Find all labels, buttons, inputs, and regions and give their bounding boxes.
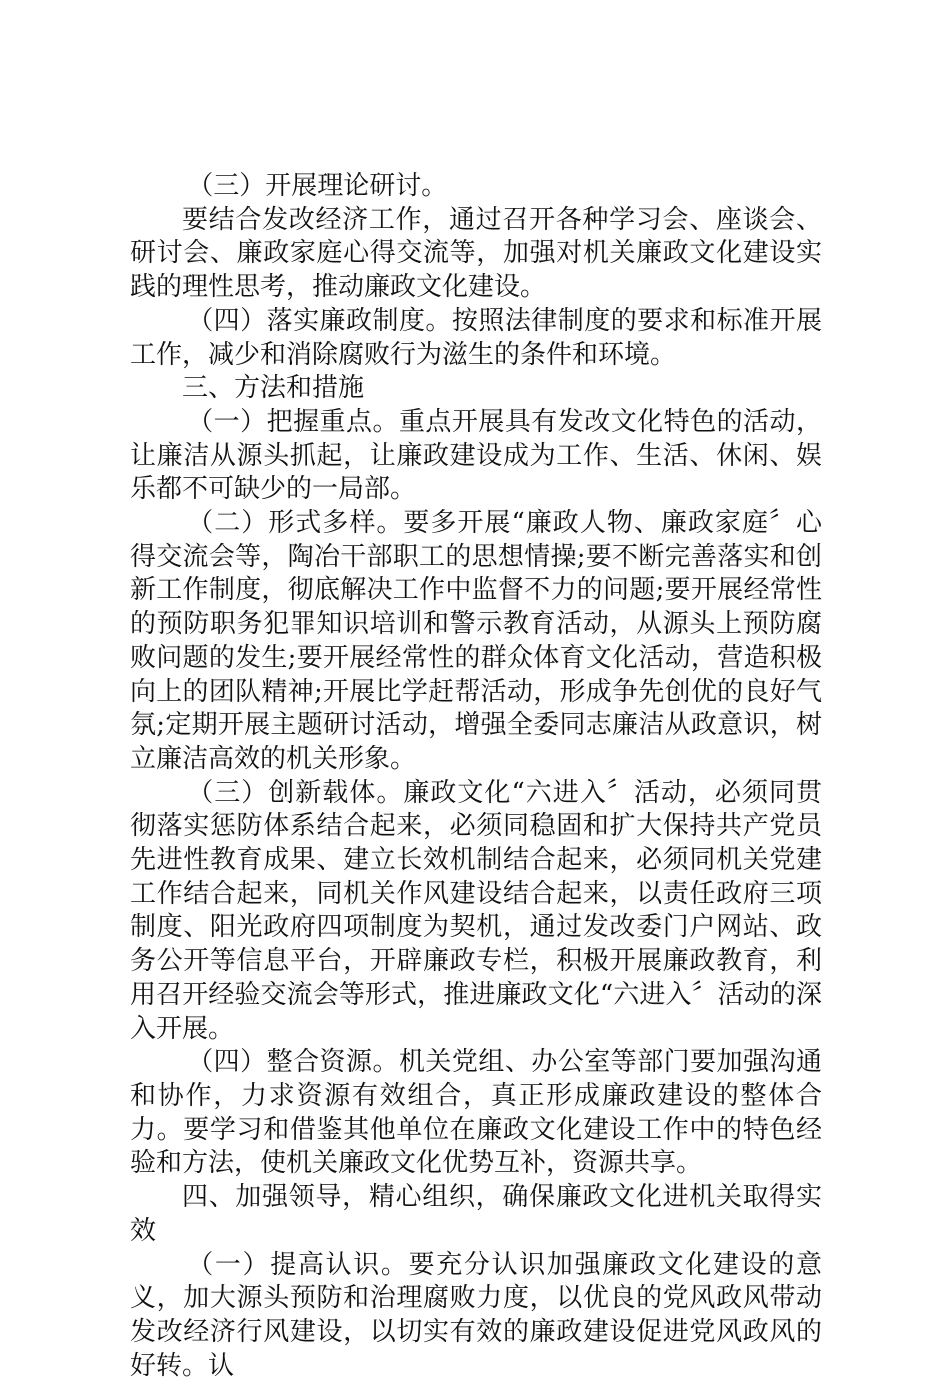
- paragraph-theory-research: 要结合发改经济工作，通过召开各种学习会、座谈会、研讨会、廉政家庭心得交流等，加强对机关廉政文化建设实践的理性思考，推动廉政文化建设。: [130, 204, 822, 305]
- document-body: [130, 170, 822, 1383]
- paragraph-integrate-resources: （四）整合资源。机关党组、办公室等部门要加强沟通和协作，力求资源有效组合，真正形成廉政建设的整体合力。要学习和借鉴其他单位在廉政文化建设工作中的特色经验和方法，使机关廉政文化优势互补，资源共享。: [130, 1046, 822, 1181]
- paragraph-diverse-forms: （二）形式多样。要多开展“廉政人物、廉政家庭〞心得交流会等，陶冶干部职工的思想情操;要不断完善落实和创新工作制度，彻底解决工作中监督不力的问题;要开展经常性的预防职务犯罪知识培训和警示教育活动，从源头上预防腐败问题的发生;要开展经常性的群众体育文化活动，营造积极向上的团队精神;开展比学赶帮活动，形成争先创优的良好气氛;定期开展主题研讨活动，增强全委同志廉洁从政意识，树立廉洁高效的机关形象。: [130, 507, 822, 777]
- paragraph-implement-system: （四）落实廉政制度。按照法律制度的要求和标准开展工作，减少和消除腐败行为滋生的条件和环境。: [130, 305, 822, 372]
- paragraph-raise-awareness: （一）提高认识。要充分认识加强廉政文化建设的意义，加大源头预防和治理腐败力度，以优良的党风政风带动发改经济行风建设，以切实有效的廉政建设促进党风政风的好转。认: [130, 1249, 822, 1383]
- paragraph-key-points: （一）把握重点。重点开展具有发改文化特色的活动，让廉洁从源头抓起，让廉政建设成为工作、生活、休闲、娱乐都不可缺少的一局部。: [130, 406, 822, 507]
- section-heading-leadership: 四、加强领导，精心组织，确保廉政文化进机关取得实效: [130, 1181, 822, 1248]
- subheading-theory-research: （三）开展理论研讨。: [130, 170, 822, 204]
- section-heading-methods: 三、方法和措施: [130, 372, 822, 406]
- paragraph-innovative-carriers: （三）创新载体。廉政文化“六进入〞活动，必须同贯彻落实惩防体系结合起来，必须同稳固和扩大保持共产党员先进性教育成果、建立长效机制结合起来，必须同机关党建工作结合起来，同机关作风建设结合起来，以责任政府三项制度、阳光政府四项制度为契机，通过发改委门户网站、政务公开等信息平台，开辟廉政专栏，积极开展廉政教育，利用召开经验交流会等形式，推进廉政文化“六进入〞活动的深入开展。: [130, 777, 822, 1047]
